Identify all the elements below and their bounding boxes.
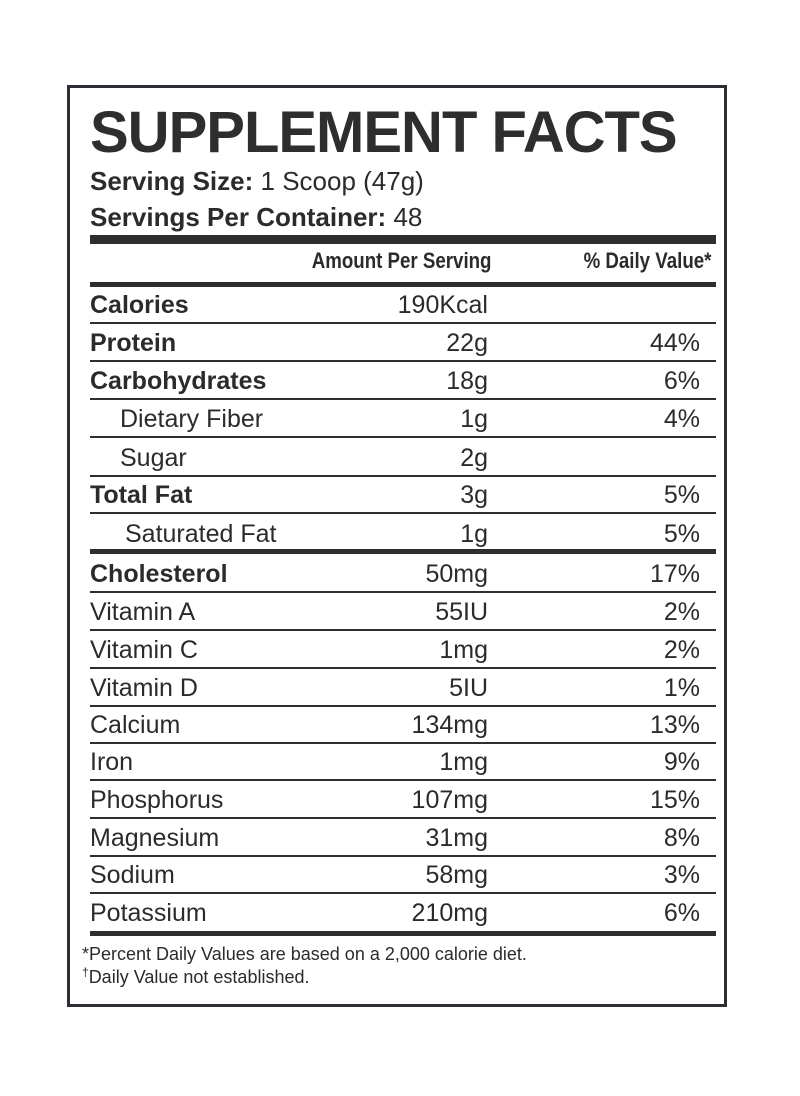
thick-rule-bottom	[90, 931, 716, 936]
nutrient-amount: 18g	[446, 367, 488, 395]
nutrient-name: Sodium	[90, 861, 175, 889]
nutrient-amount: 3g	[460, 481, 488, 509]
dagger-symbol: †	[82, 965, 89, 979]
table-row	[90, 285, 716, 324]
footnote-not-established	[82, 965, 310, 988]
table-row	[90, 593, 716, 631]
table-row	[90, 744, 716, 781]
nutrient-daily-value: 3%	[663, 861, 700, 889]
table-row	[90, 631, 716, 669]
nutrient-name: Iron	[90, 748, 134, 776]
nutrient-amount: 22g	[446, 329, 488, 357]
nutrient-amount: 134mg	[411, 711, 488, 739]
table-row	[90, 669, 716, 707]
nutrient-daily-value: 8%	[663, 824, 700, 852]
nutrient-name: Sugar	[120, 444, 187, 472]
table-row	[90, 324, 716, 362]
nutrient-name: Saturated Fat	[125, 520, 277, 548]
footnote-not-established-text: Daily Value not established.	[88, 967, 310, 987]
table-row	[90, 553, 716, 593]
nutrient-daily-value: 17%	[649, 560, 700, 588]
nutrient-name: Dietary Fiber	[120, 405, 264, 433]
supplement-facts-panel	[67, 85, 727, 1007]
nutrient-daily-value: 2%	[663, 636, 700, 664]
servings-value: 48	[393, 202, 423, 232]
nutrient-amount: 5IU	[449, 674, 488, 702]
nutrient-daily-value: 2%	[663, 598, 700, 626]
nutrient-name: Phosphorus	[90, 786, 224, 814]
nutrient-amount: 1mg	[439, 748, 488, 776]
nutrient-daily-value: 6%	[663, 367, 700, 395]
nutrient-name: Vitamin A	[90, 598, 196, 626]
nutrient-name: Protein	[90, 329, 177, 357]
table-row	[90, 514, 716, 553]
nutrient-daily-value: 44%	[649, 329, 700, 357]
nutrient-amount: 107mg	[411, 786, 488, 814]
nutrient-amount: 210mg	[411, 899, 488, 927]
nutrient-amount: 2g	[460, 444, 488, 472]
table-row	[90, 438, 716, 477]
table-row	[90, 857, 716, 894]
nutrient-amount: 55IU	[435, 598, 488, 626]
nutrient-daily-value: 6%	[663, 899, 700, 927]
table-row	[90, 894, 716, 932]
table-row	[90, 362, 716, 400]
column-header-daily-value: % Daily Value*	[583, 248, 711, 273]
nutrient-amount: 190Kcal	[397, 291, 488, 319]
nutrient-name: Vitamin D	[90, 674, 198, 702]
column-header-amount: Amount Per Serving	[311, 248, 491, 273]
serving-size-label: Serving Size:	[90, 166, 254, 196]
nutrient-name: Potassium	[90, 899, 207, 927]
nutrient-daily-value: 4%	[663, 405, 700, 433]
table-row	[90, 819, 716, 857]
nutrient-daily-value: 5%	[663, 481, 700, 509]
table-row	[90, 781, 716, 819]
servings-label: Servings Per Container:	[90, 202, 387, 232]
nutrient-name: Cholesterol	[90, 560, 228, 588]
nutrient-daily-value: 9%	[663, 748, 700, 776]
nutrient-amount: 1g	[460, 520, 488, 548]
nutrient-amount: 1mg	[439, 636, 488, 664]
nutrient-name: Magnesium	[90, 824, 220, 852]
nutrient-daily-value: 1%	[663, 674, 700, 702]
nutrient-name: Calories	[90, 291, 189, 319]
label-title: SUPPLEMENT FACTS	[90, 100, 677, 165]
nutrient-daily-value: 13%	[649, 711, 700, 739]
nutrient-amount: 31mg	[425, 824, 488, 852]
serving-size-value: 1 Scoop (47g)	[260, 166, 424, 196]
table-row	[90, 477, 716, 514]
nutrient-name: Vitamin C	[90, 636, 198, 664]
nutrient-daily-value: 5%	[663, 520, 700, 548]
nutrient-name: Calcium	[90, 711, 181, 739]
footnote-percent: *Percent Daily Values are based on a 2,000 calorie diet.	[82, 944, 527, 964]
nutrient-amount: 58mg	[425, 861, 488, 889]
nutrient-name: Total Fat	[90, 481, 193, 509]
servings-per-container	[90, 202, 422, 232]
nutrient-amount: 50mg	[425, 560, 488, 588]
nutrient-daily-value: 15%	[649, 786, 700, 814]
table-row	[90, 707, 716, 744]
nutrient-amount: 1g	[460, 405, 488, 433]
nutrient-name: Carbohydrates	[90, 367, 267, 395]
serving-size	[90, 166, 424, 196]
table-row	[90, 400, 716, 438]
thick-rule-top	[90, 235, 716, 244]
